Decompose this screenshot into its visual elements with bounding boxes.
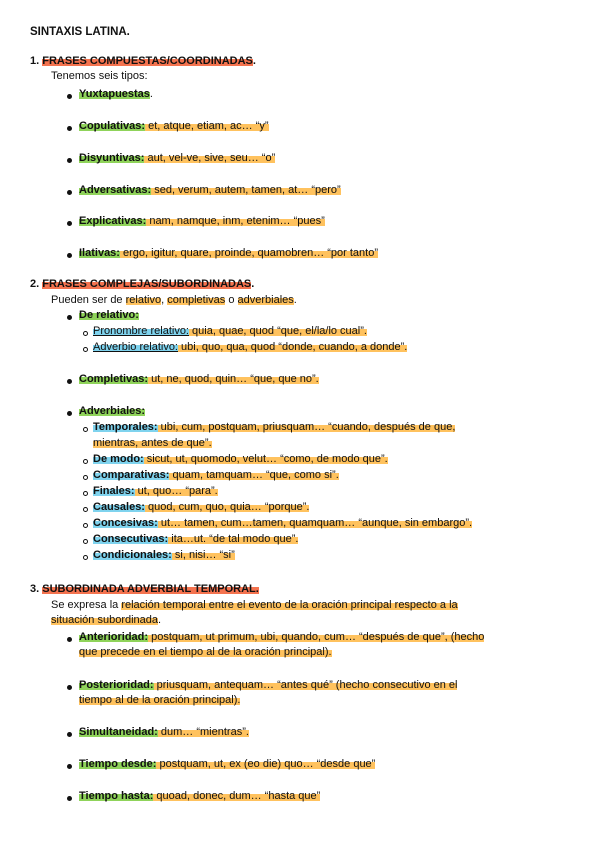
section-number: 3. — [30, 583, 40, 595]
intro-text: o — [225, 294, 238, 306]
item-text: ut, ne, quod, quin… “que, que no”. — [148, 373, 319, 385]
item-term: De relativo: — [79, 309, 139, 321]
item-term: Ilativas: — [79, 247, 120, 259]
sub-item — [93, 500, 309, 514]
sub-term: Temporales: — [93, 421, 158, 433]
sub-text: ubi, quo, qua, quod “donde, cuando, a donde”. — [178, 341, 408, 353]
sub-item — [93, 324, 367, 338]
item-text: priusquam, antequam… “antes qué” (hecho consecutivo en el — [153, 679, 458, 691]
bullet — [67, 637, 72, 642]
section-1-intro: Tenemos seis tipos: — [51, 70, 148, 82]
bullet — [67, 221, 72, 226]
list-item — [79, 372, 319, 386]
item-text: nam, namque, inm, etenim… “pues” — [146, 215, 325, 227]
intro-text: , — [161, 294, 168, 306]
bullet — [67, 253, 72, 258]
list-item — [79, 789, 320, 803]
list-item — [79, 87, 153, 101]
sub-item — [93, 452, 388, 466]
intro-text: Pueden ser de — [51, 294, 126, 306]
section-3-heading — [30, 582, 259, 596]
list-item — [79, 757, 375, 771]
intro-text: Se expresa la — [51, 599, 122, 611]
item-text: quoad, donec, dum… “hasta que” — [153, 790, 321, 802]
item-text: que precede en el tiempo al de la oración principal). — [79, 646, 332, 658]
intro-highlight: situación subordinada — [51, 614, 159, 626]
bullet — [67, 796, 72, 801]
section-title: FRASES COMPUESTAS/COORDINADAS — [42, 55, 253, 67]
intro-highlight: completivas — [167, 294, 226, 306]
sub-item-continuation — [93, 436, 212, 450]
item-term: Completivas: — [79, 373, 149, 385]
sub-term: Pronombre relativo: — [93, 325, 189, 337]
heading-period: . — [251, 278, 255, 290]
bullet — [67, 764, 72, 769]
section-title: FRASES COMPLEJAS/SUBORDINADAS — [42, 278, 252, 290]
section-3-intro-cont — [51, 613, 161, 627]
item-term: Simultaneidad: — [79, 726, 158, 738]
section-2-heading — [30, 277, 254, 291]
item-text: et, atque, etiam, ac… “y” — [145, 120, 269, 132]
item-term: Tiempo desde: — [79, 758, 157, 770]
item-term: Explicativas: — [79, 215, 147, 227]
item-term: Posterioridad: — [79, 679, 154, 691]
sub-bullet — [83, 507, 88, 512]
sub-bullet — [83, 331, 88, 336]
item-text: sed, verum, autem, tamen, at… “pero” — [151, 184, 341, 196]
item-text: tiempo al de la oración principal). — [79, 694, 241, 706]
sub-term: De modo: — [93, 453, 144, 465]
sub-bullet — [83, 475, 88, 480]
section-3-intro — [51, 598, 458, 612]
bullet — [67, 685, 72, 690]
section-title: SUBORDINADA ADVERBIAL TEMPORAL. — [42, 583, 259, 595]
sub-item — [93, 516, 472, 530]
doc-title: SINTAXIS LATINA. — [30, 26, 130, 38]
bullet — [67, 158, 72, 163]
sub-text: quia, quae, quod “que, el/la/lo cual”. — [189, 325, 367, 337]
intro-highlight: adverbiales — [237, 294, 294, 306]
list-item — [79, 630, 484, 644]
item-term: Tiempo hasta: — [79, 790, 154, 802]
sub-bullet — [83, 555, 88, 560]
sub-text: ut, quo… “para”. — [134, 485, 218, 497]
section-number: 2. — [30, 278, 40, 290]
list-item — [79, 308, 139, 322]
heading-period: . — [252, 55, 256, 67]
bullet — [67, 94, 72, 99]
sub-bullet — [83, 347, 88, 352]
sub-term: Consecutivas: — [93, 533, 169, 545]
bullet — [67, 190, 72, 195]
sub-item — [93, 484, 218, 498]
intro-text: . — [293, 294, 297, 306]
list-item — [79, 725, 249, 739]
item-term: Disyuntivas: — [79, 152, 145, 164]
item-term: Copulativas: — [79, 120, 146, 132]
sub-item — [93, 548, 235, 562]
list-item — [79, 246, 378, 260]
sub-bullet — [83, 427, 88, 432]
item-text: postquam, ut primum, ubi, quando, cum… “después de que”, (hecho — [148, 631, 485, 643]
section-number: 1. — [30, 55, 40, 67]
sub-text: sicut, ut, quomodo, velut… “como, de modo que”. — [143, 453, 388, 465]
item-text: postquam, ut, ex (eo die) quo… “desde que” — [156, 758, 376, 770]
sub-text: quod, cum, quo, quia… “porque”. — [144, 501, 310, 513]
list-item — [79, 183, 341, 197]
list-item — [79, 151, 275, 165]
sub-term: Comparativas: — [93, 469, 170, 481]
section-1-heading — [30, 54, 256, 68]
sub-text: ut… tamen, cum…tamen, quamquam… “aunque, sin embargo”. — [157, 517, 473, 529]
sub-text: quam, tamquam… “que, como si”. — [169, 469, 339, 481]
list-item — [79, 404, 145, 418]
list-item-continuation — [79, 645, 332, 659]
sub-bullet — [83, 539, 88, 544]
list-item — [79, 678, 457, 692]
item-text: . — [149, 88, 153, 100]
bullet — [67, 315, 72, 320]
sub-term: Finales: — [93, 485, 135, 497]
sub-bullet — [83, 523, 88, 528]
list-item — [79, 119, 269, 133]
list-item-continuation — [79, 693, 240, 707]
sub-text: si, nisi… “si” — [171, 549, 235, 561]
sub-term: Causales: — [93, 501, 145, 513]
intro-highlight: relación temporal entre el evento de la oración principal respecto a la — [121, 599, 458, 611]
intro-text: . — [158, 614, 162, 626]
item-term: Adversativas: — [79, 184, 152, 196]
item-term: Adverbiales: — [79, 405, 146, 417]
sub-text: mientras, antes de que”. — [93, 437, 212, 449]
item-term: Anterioridad: — [79, 631, 149, 643]
item-text: aut, vel-ve, sive, seu… “o” — [144, 152, 276, 164]
sub-bullet — [83, 459, 88, 464]
sub-bullet — [83, 491, 88, 496]
bullet — [67, 126, 72, 131]
section-2-intro — [51, 293, 297, 307]
bullet — [67, 411, 72, 416]
item-term: Yuxtapuestas — [79, 88, 150, 100]
sub-term: Concesivas: — [93, 517, 158, 529]
bullet — [67, 732, 72, 737]
sub-item — [93, 420, 455, 434]
item-text: dum… “mientras”. — [157, 726, 249, 738]
item-text: ergo, igitur, quare, proinde, quamobren… “por tanto” — [119, 247, 379, 259]
bullet — [67, 379, 72, 384]
intro-highlight: relativo — [125, 294, 162, 306]
sub-term: Adverbio relativo: — [93, 341, 178, 353]
sub-item — [93, 468, 339, 482]
sub-term: Condicionales: — [93, 549, 172, 561]
sub-text: ita…ut. “de tal modo que”. — [168, 533, 299, 545]
sub-item — [93, 532, 298, 546]
list-item — [79, 214, 325, 228]
sub-item — [93, 340, 407, 354]
sub-text: ubi, cum, postquam, priusquam… “cuando, después de que, — [157, 421, 456, 433]
